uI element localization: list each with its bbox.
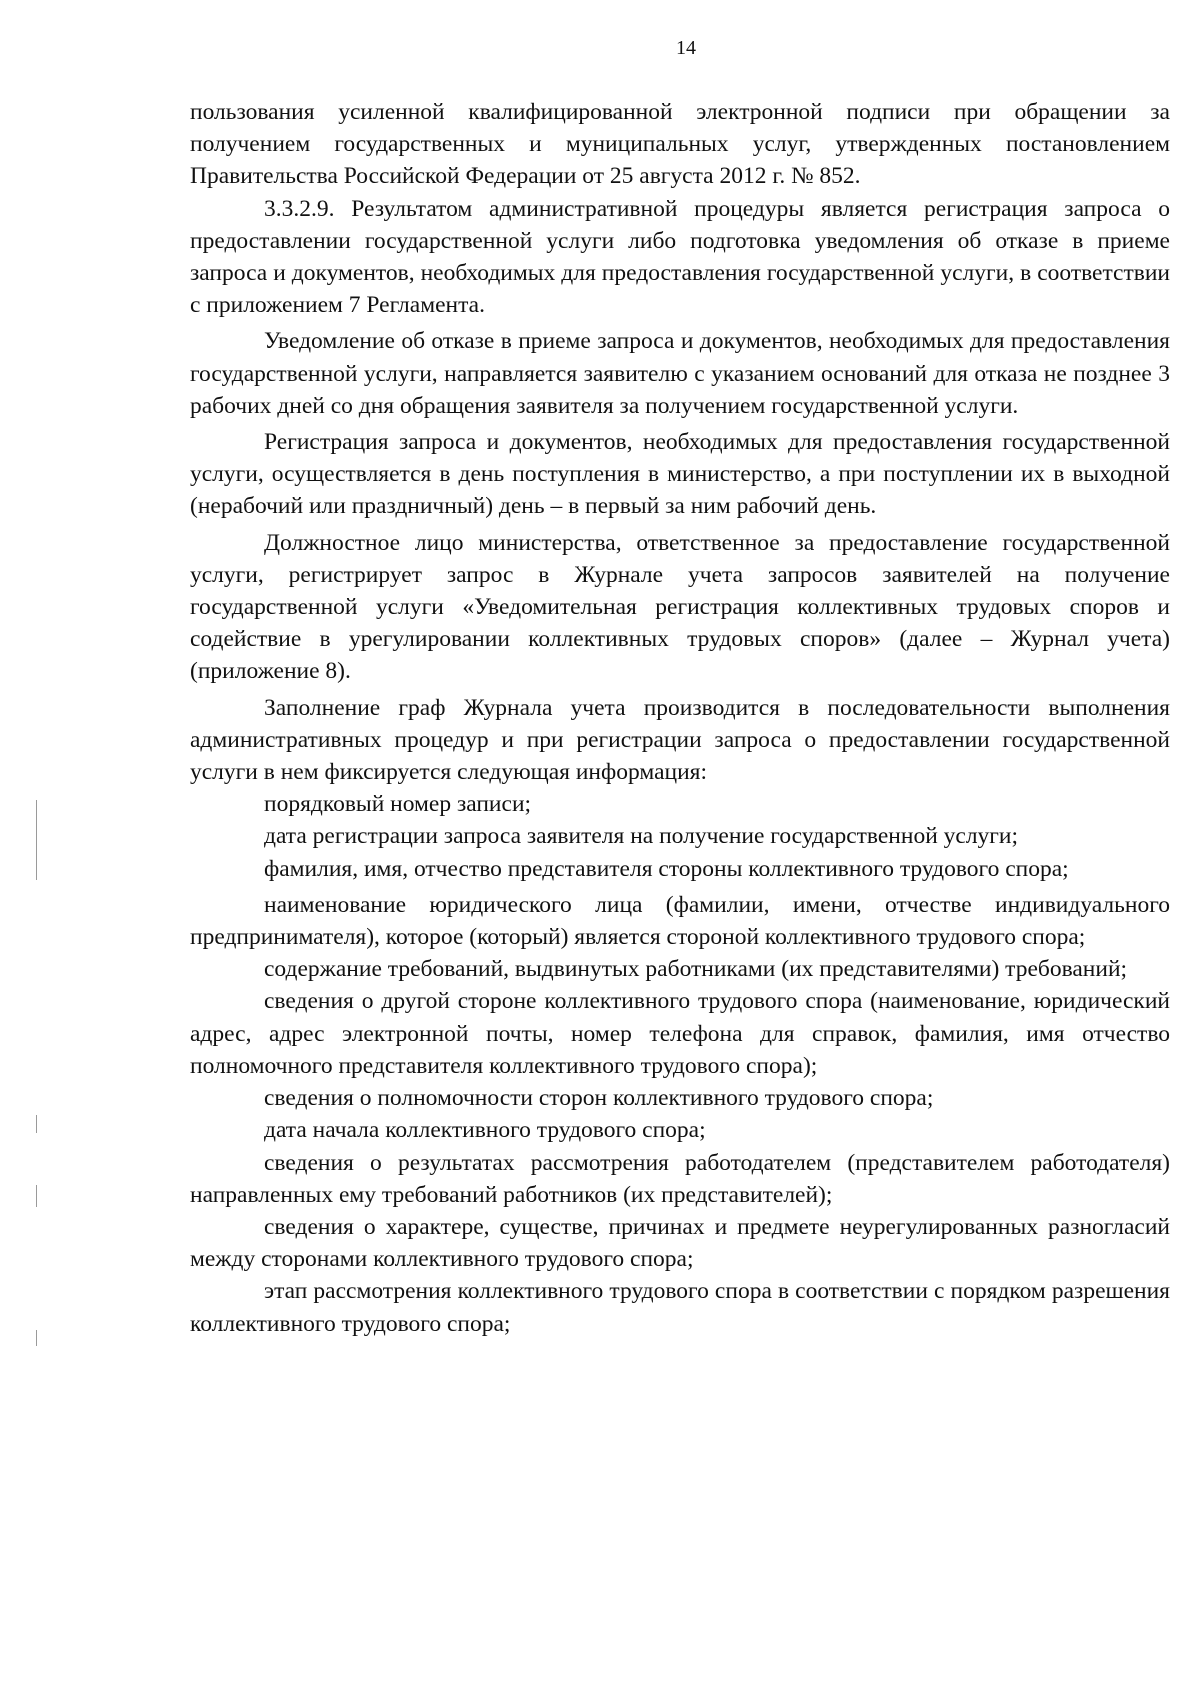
paragraph: пользования усиленной квалифицированной электронной подписи при обращении за получением государственных и муниципальных услуг, утвержденных постановлением Правительства Российской Федерации от 25 августа 2012 г. № 852. xyxy=(190,99,1170,190)
list-item: дата начала коллективного трудового спора; xyxy=(264,1117,706,1144)
paragraph: 3.3.2.9. Результатом административной процедуры является регистрация запроса о предоставлении государственной услуги либо подготовка уведомления об отказе в приеме запроса и документов, необходимых для предоставления государственной услуги, в соответствии с приложением 7 Регламента. xyxy=(190,195,1170,319)
list-item: дата регистрации запроса заявителя на получение государственной услуги; xyxy=(264,823,1019,850)
paragraph: Уведомление об отказе в приеме запроса и документов, необходимых для предоставления государственной услуги, направляется заявителю с указанием оснований для отказа не позднее 3 рабочих дней со дня обращения заявителя за получением государственной услуги. xyxy=(190,328,1170,419)
list-item: фамилия, имя, отчество представителя стороны коллективного трудового спора; xyxy=(264,855,1069,882)
paragraph: Заполнение граф Журнала учета производится в последовательности выполнения административных процедур и при регистрации запроса о предоставлении государственной услуги в нем фиксируется следующая информация: xyxy=(190,694,1170,786)
paragraph: Регистрация запроса и документов, необходимых для предоставления государственной услуги, осуществляется в день поступления в министерство, а при поступлении их в выходной (нерабочий или праздничный) день – в первый за ним рабочий день. xyxy=(190,429,1170,520)
document-body xyxy=(190,96,1170,1340)
list-item: сведения о полномочности сторон коллективного трудового спора; xyxy=(264,1085,934,1112)
list-item: сведения о характере, существе, причинах и предмете неурегулированных разногласий между сторонами коллективного трудового спора; xyxy=(190,1213,1170,1273)
list-item: порядковый номер записи; xyxy=(264,791,532,818)
list-item: содержание требований, выдвинутых работниками (их представителями) требований; xyxy=(264,956,1128,983)
list-item: наименование юридического лица (фамилии, имени, отчестве индивидуального предпринимателя), которое (который) является стороной коллективного трудового спора; xyxy=(190,891,1170,951)
scan-artifact xyxy=(36,1115,37,1133)
paragraph: Должностное лицо министерства, ответственное за предоставление государственной услуги, регистрирует запрос в Журнале учета запросов заявителей на получение государственной услуги «Уведомительная регистрация коллективных трудовых споров и содействие в урегулировании коллективных трудовых споров» (далее – Журнал учета) (приложение 8). xyxy=(190,529,1170,685)
scan-artifact xyxy=(36,800,37,880)
list-item: этап рассмотрения коллективного трудового спора в соответствии с порядком разрешения коллективного трудового спора; xyxy=(190,1278,1170,1337)
list-item: сведения о результатах рассмотрения работодателем (представителем работодателя) направленных ему требований работников (их представителей); xyxy=(190,1149,1170,1208)
list-item: сведения о другой стороне коллективного трудового спора (наименование, юридический адрес, адрес электронной почты, номер телефона для справок, фамилия, имя отчество полномочного представителя коллективного трудового спора); xyxy=(190,988,1170,1079)
page-number: 14 xyxy=(676,37,696,59)
scan-artifact xyxy=(36,1185,37,1207)
scan-artifact xyxy=(36,1330,37,1346)
